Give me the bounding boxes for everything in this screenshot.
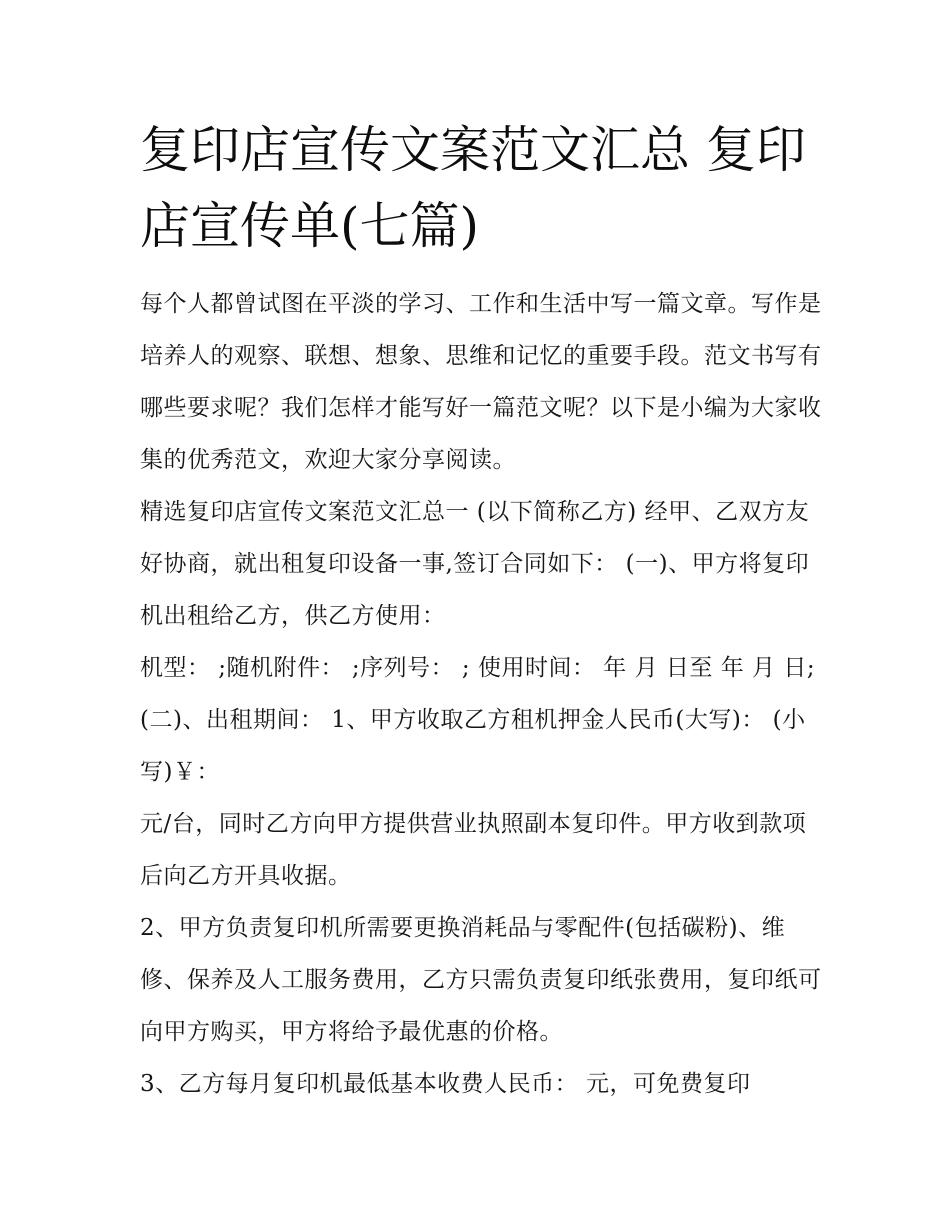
paragraph-contract-intro: 精选复印店宣传文案范文汇总一 (以下简称乙方) 经甲、乙双方友好协商，就出租复印设备一事,签订合同如下： (一)、甲方将复印机出租给乙方，供乙方使用：	[140, 499, 810, 629]
paragraph-intro: 每个人都曾试图在平淡的学习、工作和生活中写一篇文章。写作是培养人的观察、联想、想象、思维和记忆的重要手段。范文书写有哪些要求呢？我们怎样才能写好一篇范文呢？以下是小编为大家收集的优秀范文，欢迎大家分享阅读。	[140, 291, 822, 473]
paragraph-clause-2: 2、甲方负责复印机所需要更换消耗品与零配件(包括碳粉)、维修、保养及人工服务费用，乙方只需负责复印纸张费用，复印纸可向甲方购买，甲方将给予最优惠的价格。	[140, 915, 822, 1045]
document-body	[140, 278, 825, 1110]
paragraph-deposit: 元/台，同时乙方向甲方提供营业执照副本复印件。甲方收到款项后向乙方开具收据。	[140, 811, 807, 889]
paragraph-clause-3: 3、乙方每月复印机最低基本收费人民币： 元，可免费复印	[140, 1071, 751, 1097]
document-title: 复印店宣传文案范文汇总 复印店宣传单(七篇)	[140, 121, 806, 255]
paragraph-machine-info: 机型： ;随机附件： ;序列号： ; 使用时间： 年 月 日至 年 月 日; (二)、出租期间： 1、甲方收取乙方租机押金人民币(大写)： (小写)￥：	[140, 655, 823, 785]
